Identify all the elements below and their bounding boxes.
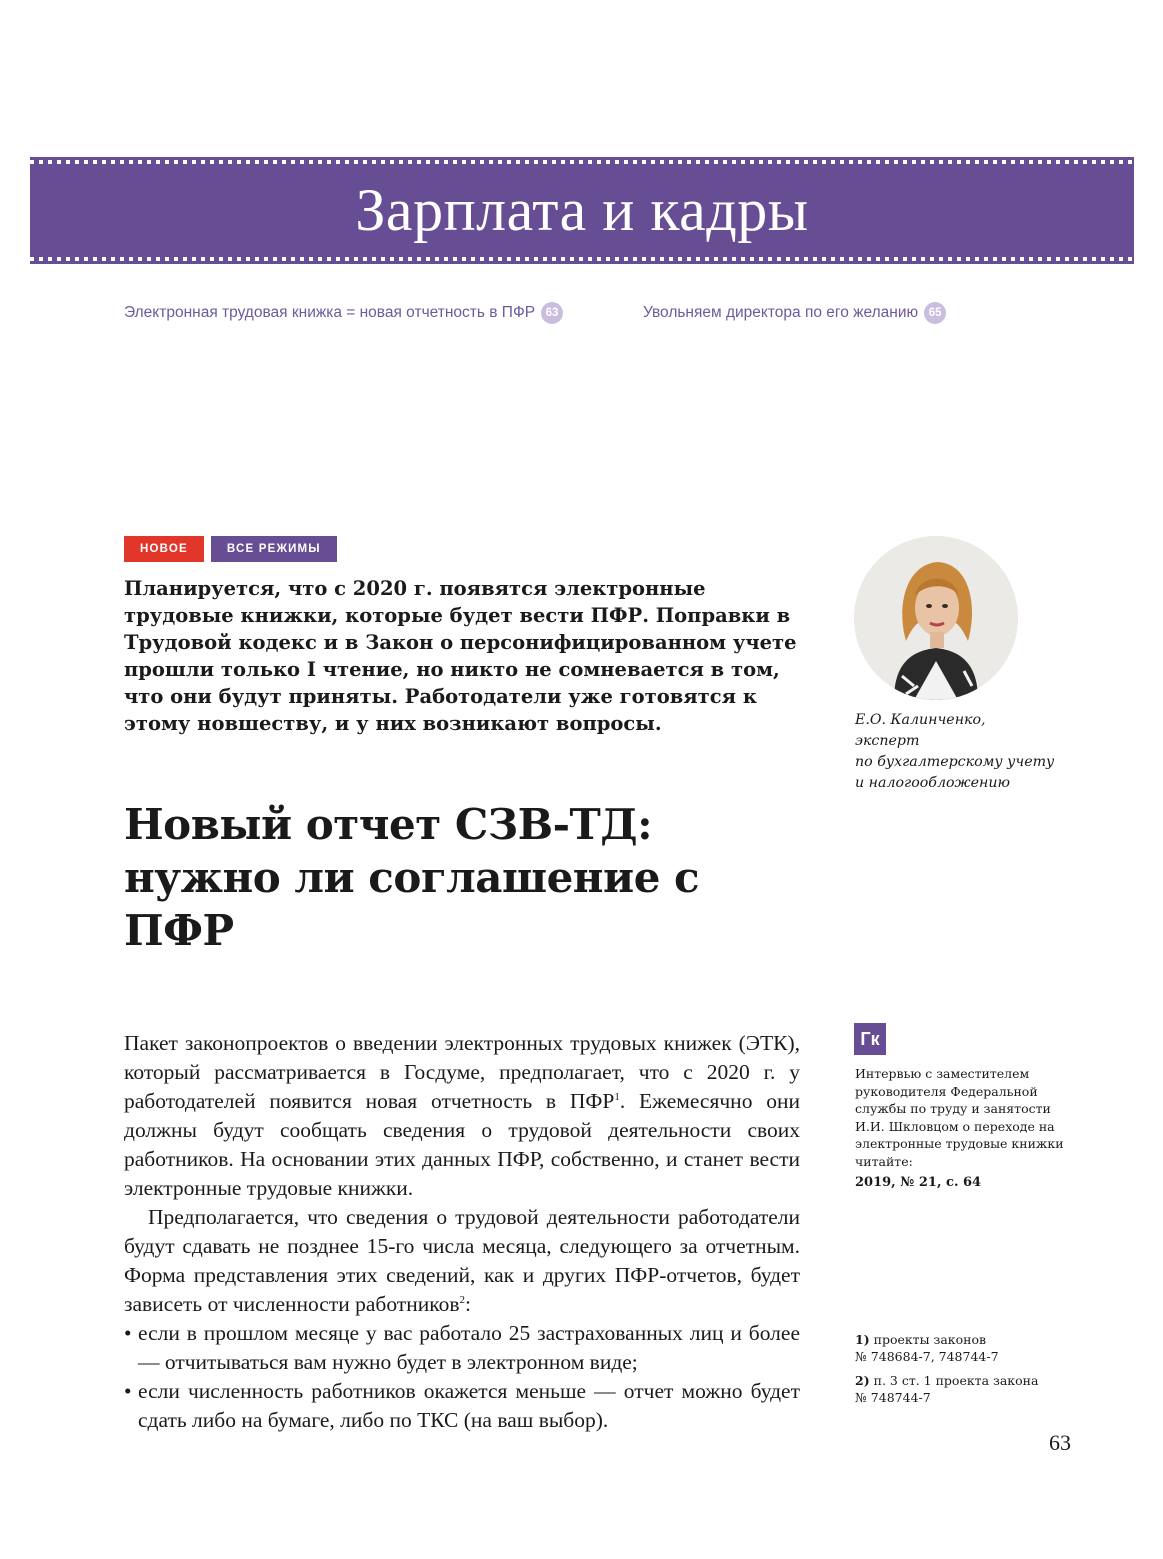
author-caption: [855, 710, 1054, 794]
toc-page-badge: 65: [924, 302, 946, 324]
toc-page-badge: 63: [541, 302, 563, 324]
author-role: и налогообложению: [855, 775, 1011, 791]
body-text: . Ежемесячно они должны будут сообщать сведения о трудовой деятельности своих работников. На основании этих данных ПФР, собственно, и станет вести электронные трудовые книжки.: [124, 1089, 800, 1200]
footnote: [855, 1372, 1038, 1406]
lead-paragraph: Планируется, что с 2020 г. появятся электронные трудовые книжки, которые будет вести ПФР. Поправки в Трудовой кодекс и в Закон о персонифицированном учете прошли только I чтение, но никто не сомневается в том, что они будут приняты. Работодатели уже готовятся к этому новшеству, и у них возникают вопросы.: [124, 577, 797, 735]
page-number: 63: [1049, 1430, 1071, 1455]
body-paragraph: [124, 1203, 800, 1319]
footnote-text: проекты законов: [873, 1332, 987, 1347]
footnote-number: 2): [855, 1373, 870, 1388]
footnote-text: п. 3 ст. 1 проекта закона: [873, 1373, 1039, 1388]
toc-item-title: Увольняем директора по его желанию: [643, 304, 919, 321]
list-item: • если численность работников окажется меньше — отчет можно будет сдать либо на бумаге, либо по ТКС (на ваш выбор).: [124, 1377, 800, 1435]
section-banner: [30, 157, 1134, 264]
article-body: [124, 1029, 800, 1435]
author-role: по бухгалтерскому учету: [855, 754, 1055, 770]
footnote-ref[interactable]: 1: [614, 1091, 620, 1103]
author-name: Е.О. Калинченко,: [855, 712, 986, 728]
tag-list: [124, 536, 337, 562]
tag-new: НОВОЕ: [124, 536, 204, 562]
author-portrait-image: [854, 536, 1018, 700]
body-text: Предполагается, что сведения о трудовой деятельности работодатели будут сдавать не позднее 15-го числа месяца, следующего за отчетным. Форма представления этих сведений, как и других ПФР-отчетов, будет зависеть от численности работников: [124, 1205, 800, 1316]
bullet-list: [124, 1319, 800, 1435]
sidebar-reference[interactable]: 2019, № 21, с. 64: [855, 1175, 982, 1190]
body-text: :: [464, 1292, 471, 1316]
footnotes: [855, 1331, 1038, 1413]
sidebar-note: Интервью с заместителем руководителя Федеральной службы по труду и занятости И.И. Шкловцом о переходе на электронные трудовые книжки читайте:: [855, 1066, 1064, 1169]
author-role: эксперт: [855, 733, 920, 749]
footnote-ref[interactable]: 2: [459, 1294, 465, 1306]
author-photo: [854, 536, 1018, 700]
toc-item[interactable]: [124, 302, 563, 324]
body-text: Пакет законопроектов о введении электронных трудовых книжек (ЭТК), который рассматривается в Госдуме, предполагает, что с 2020 г. у работодателей появится новая отчетность в ПФР: [124, 1031, 800, 1113]
toc-item-title: Электронная трудовая книжка = новая отчетность в ПФР: [124, 304, 536, 321]
tag-all-modes: ВСЕ РЕЖИМЫ: [211, 536, 337, 562]
footnote: [855, 1331, 1038, 1365]
body-paragraph: [124, 1029, 800, 1203]
list-item: • если в прошлом месяце у вас работало 25 застрахованных лиц и более — отчитываться вам нужно будет в электронном виде;: [124, 1319, 800, 1377]
article-headline: Новый отчет СЗВ-ТД: нужно ли соглашение с ПФР: [124, 800, 700, 955]
toc-item[interactable]: [643, 302, 946, 324]
footnote-text: № 748744-7: [855, 1390, 931, 1405]
section-title: Зарплата и кадры: [355, 177, 809, 243]
footnote-text: № 748684-7, 748744-7: [855, 1349, 999, 1364]
gk-logo-icon: Гк: [854, 1023, 886, 1055]
footnote-number: 1): [855, 1332, 870, 1347]
